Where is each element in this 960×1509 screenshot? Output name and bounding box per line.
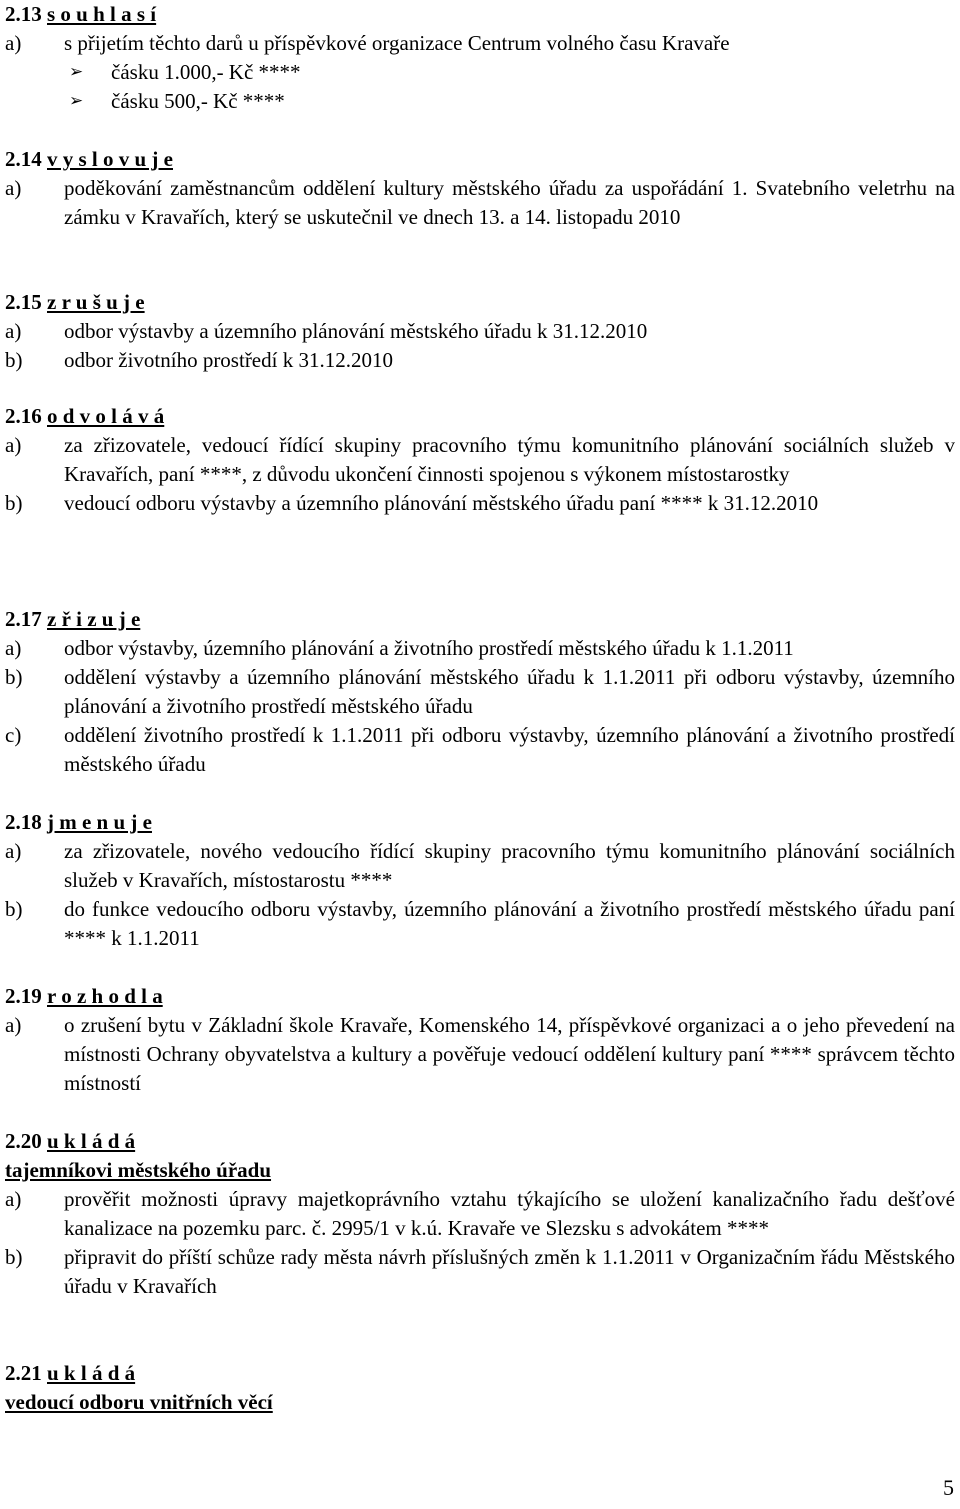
page-number: 5: [943, 1475, 954, 1500]
item-label: b): [5, 897, 23, 921]
section-heading: [5, 0, 955, 29]
arrow-bullet-icon: ➢: [69, 62, 84, 82]
item-label: a): [5, 31, 22, 55]
arrow-bullet-icon: ➢: [69, 91, 84, 111]
section-verb: j m e n u j e: [47, 810, 152, 834]
section-number: 2.19: [5, 984, 42, 1008]
section-heading: [5, 402, 955, 431]
item-label: a): [5, 636, 22, 660]
item-text: oddělení životního prostředí k 1.1.2011 při odboru výstavby, územního plánování a životního prostředí městského úřadu: [64, 723, 955, 776]
item-text: odbor životního prostředí k 31.12.2010: [64, 348, 393, 372]
item-label: a): [5, 1187, 22, 1211]
section-number: 2.17: [5, 607, 42, 631]
section-number: 2.20: [5, 1129, 42, 1153]
section-subheading: vedoucí odboru vnitřních věcí: [5, 1390, 273, 1414]
section-verb: u k l á d á: [47, 1361, 136, 1385]
section-number: 2.21: [5, 1361, 42, 1385]
item-label: a): [5, 839, 22, 863]
item-text: o zrušení bytu v Základní škole Kravaře, Komenského 14, příspěvkové organizaci a o jeho převedení na místnosti Ochrany obyvatelstva a kultury a pověřuje vedoucí oddělení kultury paní **** správcem těchto místností: [64, 1013, 955, 1095]
item-text: vedoucí odboru výstavby a územního plánování městského úřadu paní **** k 31.12.2010: [64, 491, 819, 515]
item-label: b): [5, 1245, 23, 1269]
item-label: a): [5, 176, 22, 200]
list-item: [5, 721, 955, 779]
list-item: [5, 895, 955, 953]
list-item: [5, 431, 955, 489]
section-verb: z ř i z u j e: [47, 607, 141, 631]
item-text: poděkování zaměstnancům oddělení kultury městského úřadu za uspořádání 1. Svatebního veletrhu na zámku v Kravařích, který se uskutečnil ve dnech 13. a 14. listopadu 2010: [64, 176, 955, 229]
item-label: a): [5, 319, 22, 343]
item-text: odbor výstavby, územního plánování a životního prostředí městského úřadu k 1.1.2011: [64, 636, 794, 660]
section-2-20: [5, 1127, 955, 1301]
bullet-item: [5, 58, 955, 87]
section-2-18: [5, 808, 955, 953]
list-item: [5, 634, 955, 663]
item-label: b): [5, 665, 23, 689]
list-item: [5, 346, 955, 375]
section-number: 2.13: [5, 2, 42, 26]
list-item: [5, 317, 955, 346]
section-verb: s o u h l a s í: [47, 2, 157, 26]
bullet-text: čásku 1.000,- Kč ****: [111, 60, 301, 84]
list-item: [5, 1185, 955, 1243]
item-text: oddělení výstavby a územního plánování městského úřadu k 1.1.2011 při odboru výstavby, územního plánování a životního prostředí městského úřadu: [64, 665, 955, 718]
section-2-21: [5, 1359, 955, 1417]
section-2-19: [5, 982, 955, 1098]
section-2-17: [5, 605, 955, 779]
item-text: připravit do příští schůze rady města návrh příslušných změn k 1.1.2011 v Organizačním řádu Městského úřadu v Kravařích: [64, 1245, 955, 1298]
section-verb: r o z h o d l a: [47, 984, 163, 1008]
list-item: [5, 663, 955, 721]
item-text: za zřizovatele, nového vedoucího řídící skupiny pracovního týmu komunitního plánování sociálních služeb v Kravařích, místostarostu ****: [64, 839, 955, 892]
section-2-13: [5, 0, 955, 116]
item-text: prověřit možnosti úpravy majetkoprávního vztahu týkajícího se uložení kanalizačního řadu dešťové kanalizace na pozemku parc. č. 2995/1 v k.ú. Kravaře ve Slezsku s advokátem ****: [64, 1187, 955, 1240]
item-text: do funkce vedoucího odboru výstavby, územního plánování a životního prostředí městského úřadu paní **** k 1.1.2011: [64, 897, 955, 950]
item-text: s přijetím těchto darů u příspěvkové organizace Centrum volného času Kravaře: [64, 31, 730, 55]
list-item: [5, 837, 955, 895]
section-verb: z r u š u j e: [47, 290, 145, 314]
section-heading: [5, 982, 955, 1011]
section-verb: u k l á d á: [47, 1129, 136, 1153]
list-item: [5, 174, 955, 232]
item-label: a): [5, 1013, 22, 1037]
section-number: 2.15: [5, 290, 42, 314]
item-label: b): [5, 491, 23, 515]
list-item: [5, 489, 955, 518]
section-2-15: [5, 288, 955, 375]
item-text: odbor výstavby a územního plánování městského úřadu k 31.12.2010: [64, 319, 648, 343]
bullet-text: čásku 500,- Kč ****: [111, 89, 285, 113]
section-2-14: [5, 145, 955, 232]
item-label: c): [5, 723, 22, 747]
item-label: b): [5, 348, 23, 372]
section-heading: [5, 1359, 955, 1388]
section-subheading: tajemníkovi městského úřadu: [5, 1158, 272, 1182]
section-heading: [5, 288, 955, 317]
section-2-16: [5, 402, 955, 518]
list-item: [5, 29, 955, 58]
section-number: 2.14: [5, 147, 42, 171]
section-heading: [5, 808, 955, 837]
section-heading: [5, 605, 955, 634]
section-verb: o d v o l á v á: [47, 404, 165, 428]
section-number: 2.16: [5, 404, 42, 428]
item-label: a): [5, 433, 22, 457]
list-item: [5, 1011, 955, 1098]
bullet-item: [5, 87, 955, 116]
item-text: za zřizovatele, vedoucí řídící skupiny pracovního týmu komunitního plánování sociálních služeb v Kravařích, paní ****, z důvodu ukončení činnosti spojenou s výkonem místostarostky: [64, 433, 955, 486]
section-number: 2.18: [5, 810, 42, 834]
section-verb: v y s l o v u j e: [47, 147, 173, 171]
section-heading: [5, 1127, 955, 1156]
list-item: [5, 1243, 955, 1301]
section-heading: [5, 145, 955, 174]
